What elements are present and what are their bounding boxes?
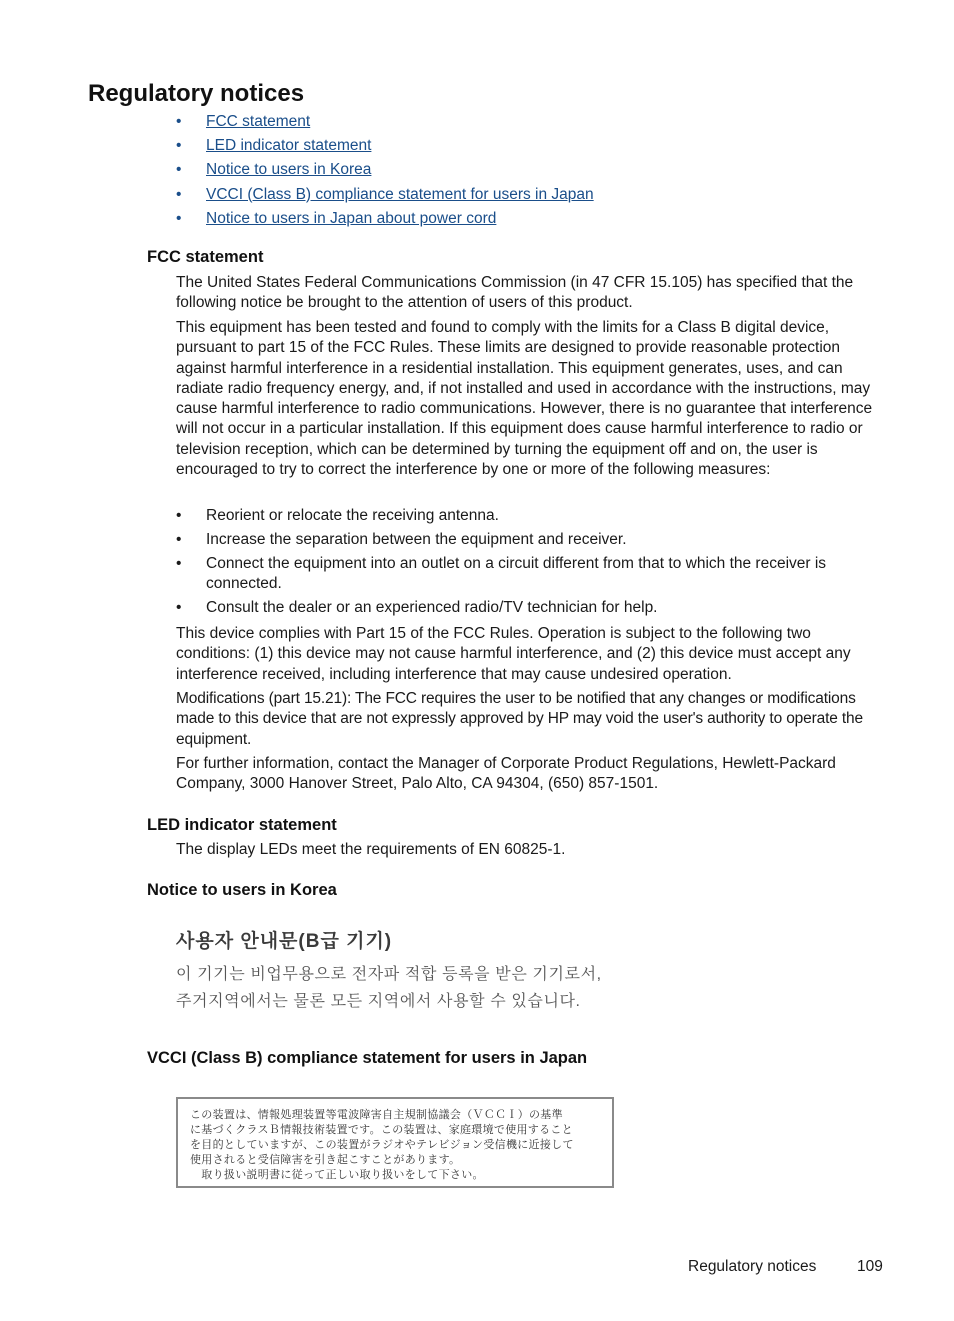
japan-notice-line: 使用されると受信障害を引き起こすことがあります。 bbox=[190, 1154, 461, 1166]
table-of-contents bbox=[176, 110, 594, 231]
toc-link-notice-korea[interactable]: Notice to users in Korea bbox=[206, 161, 372, 179]
bullet: • bbox=[176, 137, 182, 155]
japan-notice-line: を目的としていますが、この装置がラジオやテレビジョン受信機に近接して bbox=[190, 1139, 574, 1151]
footer-page-number: 109 bbox=[857, 1258, 883, 1275]
led-paragraph: The display LEDs meet the requirements of EN 60825-1. bbox=[176, 841, 566, 858]
fcc-paragraph-2: This equipment has been tested and found to comply with the limits for a Class B digital device, pursuant to part 15 of the FCC Rules. These limits are designed to provide reasonable protection against harmful interference in a residential installation. This equipment generates, uses, and can radiate radio frequency energy, and, if not installed and used in accordance with the instructions, may cause harmful interference to radio communications. However, there is no guarantee that interference will not occur in a particular installation. If this equipment does cause harmful interference to radio or television reception, which can be determined by turning the equipment off and on, the user is encouraged to try to correct the interference by one or more of the following measures: bbox=[176, 319, 873, 479]
korea-notice-line-2: 주거지역에서는 물론 모든 지역에서 사용할 수 있습니다. bbox=[176, 993, 581, 1010]
measure-text: Reorient or relocate the receiving antenna. bbox=[206, 507, 499, 524]
list-item bbox=[176, 506, 888, 527]
toc-item bbox=[176, 134, 594, 158]
korea-heading: Notice to users in Korea bbox=[147, 881, 337, 899]
toc-item bbox=[176, 183, 594, 207]
fcc-paragraph-4: Modifications (part 15.21): The FCC requires the user to be notified that any changes or modifications made to this device that are not expressly approved by HP may void the user's authority to operate the equipment. bbox=[176, 690, 863, 748]
toc-link-vcci-japan[interactable]: VCCI (Class B) compliance statement for users in Japan bbox=[206, 185, 594, 203]
list-item bbox=[176, 530, 888, 551]
japan-notice-line: に基づくクラスＢ情報技術装置です。この装置は、家庭環境で使用すること bbox=[190, 1124, 573, 1136]
japan-notice-line: 取り扱い説明書に従って正しい取り扱いをして下さい。 bbox=[190, 1169, 484, 1181]
bullet: • bbox=[176, 507, 182, 524]
japan-vcci-notice-box bbox=[176, 1097, 614, 1188]
japan-notice-line: この装置は、情報処理装置等電波障害自主規制協議会（ＶＣＣＩ）の基準 bbox=[190, 1109, 563, 1121]
korea-notice-title: 사용자 안내문(B급 기기) bbox=[176, 931, 393, 952]
bullet: • bbox=[176, 185, 182, 203]
measure-text: Connect the equipment into an outlet on a circuit different from that to which the receiver is connected. bbox=[206, 554, 827, 593]
measure-text: Increase the separation between the equipment and receiver. bbox=[206, 530, 627, 548]
toc-item bbox=[176, 110, 594, 134]
footer-section-title: Regulatory notices bbox=[688, 1258, 817, 1275]
bullet: • bbox=[176, 554, 182, 572]
fcc-paragraph-5: For further information, contact the Manager of Corporate Product Regulations, Hewlett-Packard Company, 3000 Hanover Street, Palo Alto, CA 94304, (650) 857-1501. bbox=[176, 755, 836, 793]
fcc-paragraph-3: This device complies with Part 15 of the FCC Rules. Operation is subject to the following two conditions: (1) this device may not cause harmful interference, and (2) this device must accept any interference received, including interference that may cause undesired operation. bbox=[176, 625, 851, 683]
korea-notice-line-1: 이 기기는 비업무용으로 전자파 적합 등록을 받은 기기로서, bbox=[176, 966, 602, 983]
bullet: • bbox=[176, 598, 182, 616]
fcc-measures-list bbox=[176, 506, 888, 622]
list-item bbox=[176, 554, 888, 595]
bullet: • bbox=[176, 161, 182, 179]
korea-notice-image bbox=[176, 926, 606, 1010]
bullet: • bbox=[176, 113, 182, 130]
japan-vcci-heading: VCCI (Class B) compliance statement for users in Japan bbox=[147, 1049, 588, 1067]
led-heading: LED indicator statement bbox=[147, 816, 337, 834]
toc-link-fcc-statement[interactable]: FCC statement bbox=[206, 113, 311, 130]
list-item bbox=[176, 598, 888, 619]
fcc-heading: FCC statement bbox=[147, 248, 264, 266]
bullet: • bbox=[176, 209, 182, 227]
toc-item bbox=[176, 158, 594, 182]
toc-link-led-indicator-statement[interactable]: LED indicator statement bbox=[206, 137, 372, 155]
measure-text: Consult the dealer or an experienced radio/TV technician for help. bbox=[206, 598, 658, 616]
toc-link-japan-power-cord[interactable]: Notice to users in Japan about power cord bbox=[206, 209, 497, 227]
fcc-paragraph-1: The United States Federal Communications Commission (in 47 CFR 15.105) has specified that the following notice be brought to the attention of users of this product. bbox=[176, 274, 854, 312]
toc-item bbox=[176, 207, 594, 231]
bullet: • bbox=[176, 530, 182, 548]
page-title: Regulatory notices bbox=[88, 80, 305, 107]
